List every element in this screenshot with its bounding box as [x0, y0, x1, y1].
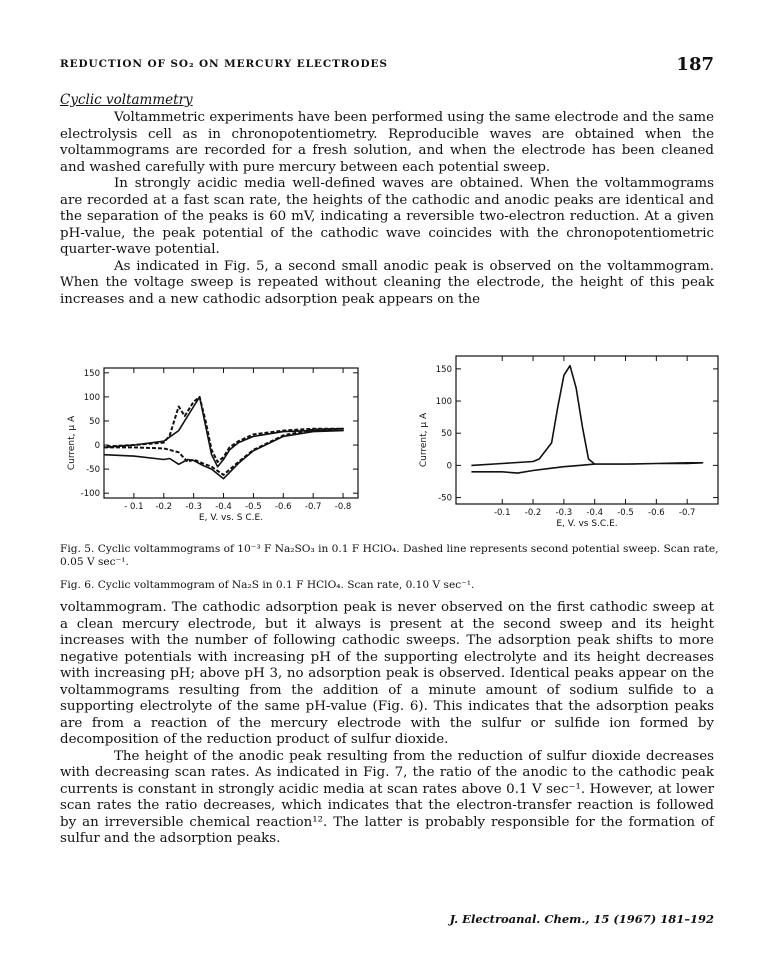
body-text-bottom — [60, 600, 714, 848]
fig5-series-2-line — [104, 397, 343, 475]
paragraph: The height of the anodic peak resulting from the reduction of sulfur dioxide decreases with decreasing scan rates. As indicated in Fig. 7, the ratio of the anodic to the cathodic peak currents is constant in strongly acidic media at scan rates above 0.1 V sec⁻¹. However, at lower scan rates the ratio decreases, which indicates that the electron-transfer reaction is followed by an irreversible chemical reaction¹². The latter is probably responsible for the formation of sulfur and the adsorption peaks. — [60, 748, 714, 846]
fig5-x-tick-label: -0.8 — [334, 502, 352, 512]
fig5-x-tick-label: -0.7 — [304, 502, 322, 512]
fig6-x-tick-label: -0.4 — [586, 508, 604, 518]
section-title: Cyclic voltammetry — [60, 92, 193, 108]
figure-5 — [56, 350, 368, 538]
fig5-y-axis-title: Current, μ A — [67, 415, 77, 471]
figure-6 — [418, 350, 726, 538]
paragraph: Voltammetric experiments have been performed using the same electrode and the same electrolysis cell as in chronopotentiometry. Reproducible waves are obtained when the voltammograms are recorded for a fresh solution, and when the electrode has been cleaned and washed carefully with pure mercury between each potential sweep. — [60, 110, 714, 175]
body-text-top — [60, 110, 714, 308]
figure-5-caption: Fig. 5. Cyclic voltammograms of 10⁻³ F Na₂SO₃ in 0.1 F HClO₄. Dashed line represents second potential sweep. Scan rate, 0.05 V sec⁻¹. — [60, 543, 719, 568]
running-header — [60, 54, 714, 80]
fig5-y-tick-label: 100 — [83, 392, 100, 403]
fig6-y-tick-label: 0 — [446, 461, 452, 472]
running-head-title: REDUCTION OF SO₂ ON MERCURY ELECTRODES — [60, 58, 388, 70]
fig6-y-tick-label: -50 — [438, 493, 452, 504]
fig6-y-tick-label: 50 — [441, 429, 452, 440]
fig6-y-tick-label: 100 — [435, 397, 452, 408]
fig6-plot-frame — [456, 356, 718, 504]
fig6-x-tick-label: -0.2 — [524, 508, 542, 518]
fig5-x-tick-label: - 0.1 — [124, 502, 144, 512]
fig5-y-tick-label: 150 — [83, 368, 100, 379]
fig5-y-tick-label: -100 — [80, 489, 100, 500]
fig5-x-axis-title: E, V. vs. S C.E. — [198, 513, 264, 523]
fig6-y-tick-label: 150 — [435, 364, 452, 375]
figure-6-caption: Fig. 6. Cyclic voltammogram of Na₂S in 0.1 F HClO₄. Scan rate, 0.10 V sec⁻¹. — [60, 579, 475, 591]
fig6-x-tick-label: -0.1 — [493, 508, 511, 518]
fig5-y-tick-label: -50 — [86, 465, 100, 476]
fig5-y-tick-label: 0 — [94, 441, 100, 452]
fig5-chart — [56, 350, 368, 538]
paragraph: As indicated in Fig. 5, a second small anodic peak is observed on the voltammogram. When the voltage sweep is repeated without cleaning the electrode, the height of this peak increases and a new cathodic adsorption peak appears on the — [60, 258, 714, 307]
fig6-x-tick-label: -0.7 — [678, 508, 696, 518]
paragraph: In strongly acidic media well-defined waves are obtained. When the voltammograms are recorded at a fast scan rate, the heights of the cathodic and anodic peaks are identical and the separation of the peaks is 60 mV, indicating a reversible two-electron reduction. At a given pH-value, the peak potential of the cathodic wave coincides with the chronopotentiometric quarter-wave potential. — [60, 176, 714, 257]
fig5-x-tick-label: -0.6 — [274, 502, 292, 512]
fig6-x-tick-label: -0.3 — [555, 508, 573, 518]
paragraph: voltammogram. The cathodic adsorption peak is never observed on the first cathodic sweep at a clean mercury electrode, but it always is present at the second sweep and its height increases with the number of following cathodic sweeps. The adsorption peak shifts to more negative potentials with increasing pH of the supporting electrolyte and its height decreases with increasing pH; above pH 3, no adsorption peak is observed. Identical peaks appear on the voltammograms resulting from the addition of a minute amount of sodium sulfide to a supporting electrolyte of the same pH-value (Fig. 6). This indicates that the adsorption peaks are from a reaction of the mercury electrode with the sulfur or sulfide ion formed by decomposition of the reduction product of sulfur dioxide. — [60, 600, 714, 747]
fig5-y-tick-label: 50 — [89, 416, 100, 427]
page-number: 187 — [676, 54, 714, 75]
fig6-y-axis-title: Current, μ A — [419, 412, 429, 468]
fig6-x-tick-label: -0.6 — [648, 508, 665, 518]
fig6-x-axis-title: E, V. vs S.C.E. — [556, 519, 618, 529]
fig5-x-tick-label: -0.5 — [245, 502, 262, 512]
journal-footer: J. Electroanal. Chem., 15 (1967) 181–192 — [449, 912, 714, 926]
fig6-chart — [418, 350, 726, 538]
fig5-x-tick-label: -0.2 — [155, 502, 173, 512]
fig6-x-tick-label: -0.5 — [617, 508, 634, 518]
fig5-x-tick-label: -0.3 — [185, 502, 202, 512]
fig5-x-tick-label: -0.4 — [215, 502, 232, 512]
fig5-series-1-line — [104, 397, 343, 479]
fig5-plot-frame — [104, 368, 358, 498]
fig6-series-1-line — [471, 366, 702, 473]
